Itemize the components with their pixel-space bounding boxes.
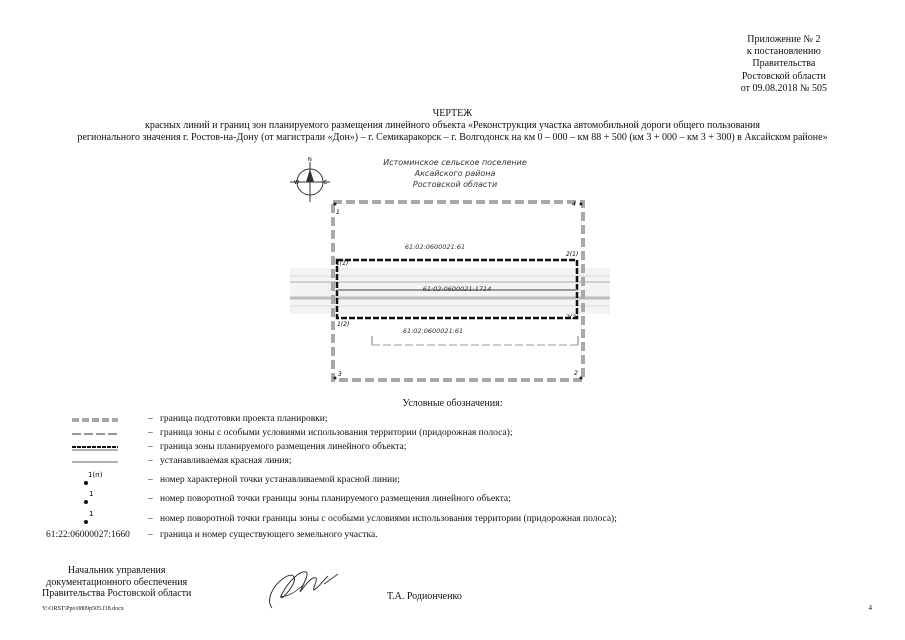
title-line: красных линий и границ зон планируемого размещения линейного объекта «Реконструкция участка автомобильной дороги общего пользования	[144, 120, 761, 131]
area-label: Ростовской области	[412, 180, 498, 189]
parcel-label: 61:02:0600021:61	[402, 327, 464, 335]
legend-text: номер характерной точки устанавливаемой красной линии;	[160, 475, 400, 485]
legend-dash: –	[148, 530, 153, 540]
signer-position: документационного обеспечения	[46, 576, 188, 588]
legend-symbol-red-line	[58, 456, 140, 470]
legend-dash: –	[148, 514, 153, 524]
legend-symbol-label: 1	[89, 510, 94, 518]
legend-text: граница зоны планируемого размещения линейного объекта;	[160, 442, 407, 452]
signer-position: Правительства Ростовской области	[42, 588, 192, 599]
red-point-label: 2(1)	[566, 251, 579, 258]
red-point-label: 1(1)	[336, 260, 349, 267]
area-label: Аксайского района	[414, 169, 496, 178]
page-number: 4	[868, 604, 872, 612]
legend-item	[0, 414, 905, 428]
legend-dash: –	[148, 494, 153, 504]
legend-text: граница и номер существующего земельного участка.	[160, 530, 378, 540]
parcel-label: 61:02:0600021:61	[404, 243, 466, 251]
legend-item	[0, 490, 905, 508]
handwritten-signature	[262, 556, 342, 616]
appendix-line: Ростовской области	[741, 70, 826, 82]
signer-position: Начальник управления	[67, 565, 166, 576]
legend-text: граница подготовки проекта планировки;	[160, 414, 328, 424]
legend-symbol-roadside-point	[58, 508, 140, 528]
point-label: 4	[572, 201, 576, 208]
legend-title: Условные обозначения:	[402, 398, 503, 409]
legend-text: граница зоны с особыми условиями использования территории (придорожная полоса);	[160, 428, 513, 438]
legend-item	[0, 456, 905, 470]
area-label: Истоминское сельское поселение	[383, 158, 527, 167]
legend-symbol-planning-border	[58, 414, 140, 428]
svg-text:N: N	[308, 157, 312, 163]
point-label: 1	[336, 209, 340, 216]
legend-symbol-linear-point	[58, 488, 140, 508]
title-line: регионального значения г. Ростов-на-Дону (от магистрали «Дон») – г. Семикаракорск – г. Волгодонск на км 0 – 000 – км 88 + 500 (км 3 + 000 – км 3 + 300) в Аксайском районе»	[77, 132, 828, 143]
point-label: 3	[338, 371, 342, 378]
signer-name: Т.А. Родионченко	[387, 591, 462, 602]
legend-dash: –	[148, 428, 153, 438]
appendix-line: Приложение № 2	[747, 34, 821, 45]
svg-text:E: E	[324, 180, 328, 186]
legend-dash: –	[148, 475, 153, 485]
appendix-line: от 09.08.2018 № 505	[740, 82, 827, 94]
red-point-label: 1(2)	[337, 321, 350, 328]
legend-dash: –	[148, 414, 153, 424]
legend-text: номер поворотной точки границы зоны с особыми условиями использования территории (придорожная полоса);	[160, 514, 617, 524]
appendix-line: к постановлению	[746, 46, 821, 58]
legend-symbol-roadside-zone	[58, 428, 140, 442]
point-label: 2	[574, 370, 578, 377]
appendix-line: Правительства	[752, 58, 816, 70]
legend-item	[0, 442, 905, 456]
compass-icon	[290, 157, 330, 202]
legend-symbol-linear-zone	[58, 442, 140, 456]
legend-text: устанавливаемая красная линия;	[160, 456, 292, 466]
roadside-zone-border	[372, 336, 578, 345]
legend-item	[0, 510, 905, 528]
legend-symbol-red-point	[58, 469, 140, 489]
title-heading: ЧЕРТЕЖ	[432, 108, 473, 119]
legend-symbol-label: 1(п)	[88, 471, 103, 479]
legend-symbol-label: 1	[89, 490, 94, 498]
legend-dash: –	[148, 456, 153, 466]
legend-item	[0, 428, 905, 442]
parcel-label: 61:02:0600021:1714	[422, 285, 492, 293]
legend-text: номер поворотной точки границы зоны планируемого размещения линейного объекта;	[160, 494, 511, 504]
legend-item	[0, 530, 905, 544]
svg-text:W: W	[294, 180, 299, 186]
legend-item	[0, 471, 905, 489]
red-point-label: 2(2)	[566, 314, 579, 321]
signature-block	[42, 565, 191, 600]
legend-symbol-parcel-number: 61:22:06000027:1660	[46, 530, 130, 540]
legend-dash: –	[148, 442, 153, 452]
file-path: Y:\ORST\Ppo\0809p505.f18.docx	[42, 606, 124, 612]
